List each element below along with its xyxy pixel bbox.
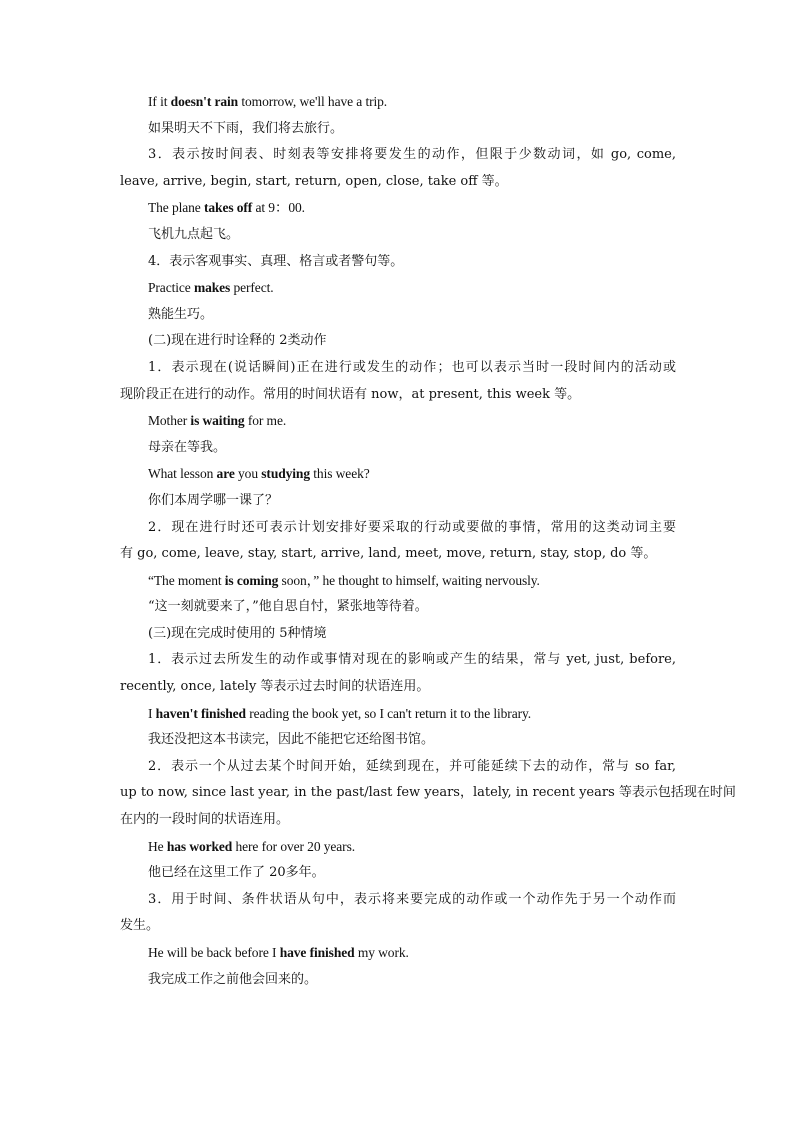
text-line <box>120 328 676 355</box>
text-span: (二)现在进行时诠释的 2类动作 <box>148 333 327 349</box>
text-line <box>120 887 676 914</box>
text-span: 有 go, come, leave, stay, start, arrive, land, meet, move, return, stay, stop, do 等。 <box>120 546 657 562</box>
highlighted-verb: takes off <box>203 200 253 216</box>
text-span: reading the book yet, so I can't return it to the library. <box>245 705 532 721</box>
text-line <box>120 488 676 515</box>
text-line <box>120 780 736 807</box>
text-span: recently, once, lately 等表示过去时间的状语连用。 <box>120 679 430 695</box>
text-span: 他已经在这里工作了 20多年。 <box>148 865 325 881</box>
text-span: 我还没把这本书读完，因此不能把它还给图书馆。 <box>148 732 435 748</box>
example-sentence <box>120 461 676 488</box>
example-sentence <box>120 568 676 595</box>
text-line <box>120 621 676 648</box>
text-line <box>120 382 676 409</box>
text-line <box>120 674 676 701</box>
text-line <box>120 222 676 249</box>
example-sentence <box>120 408 676 435</box>
text-span: 现阶段正在进行的动作。常用的时间状语有 now，at present, this week 等。 <box>120 386 581 402</box>
text-span: 母亲在等我。 <box>148 439 227 455</box>
text-span: 在内的一段时间的状语连用。 <box>120 812 290 828</box>
text-span: tomorrow, we'll have a trip. <box>238 94 388 109</box>
text-line <box>120 860 676 887</box>
highlighted-verb: are <box>216 466 235 482</box>
text-span: at 9：00. <box>252 200 305 216</box>
text-span: If it <box>148 94 171 109</box>
text-line <box>120 515 676 542</box>
text-line <box>120 594 676 621</box>
text-span: 我完成工作之前他会回来的。 <box>148 971 318 987</box>
text-span: 4．表示客观事实、真理、格言或者警句等。 <box>148 253 404 269</box>
text-span: He <box>148 838 167 854</box>
text-span: 你们本周学哪一课了？ <box>148 492 279 508</box>
text-line <box>120 913 676 940</box>
example-sentence <box>120 275 676 302</box>
example-sentence <box>120 89 676 116</box>
text-span: Mother <box>148 413 191 429</box>
text-line <box>120 807 676 834</box>
text-line <box>120 727 676 754</box>
text-line <box>120 142 676 169</box>
highlighted-verb: is coming <box>224 572 279 588</box>
text-line <box>120 302 676 329</box>
text-span: for me. <box>244 413 287 429</box>
text-span: The plane <box>148 200 204 216</box>
text-span: leave, arrive, begin, start, return, open, close, take off 等。 <box>120 173 508 189</box>
text-span: 发生。 <box>120 918 160 934</box>
text-span: up to now, since last year, in the past/last few years，lately, in recent years 等表示包括现在时间 <box>120 785 736 801</box>
highlighted-verb: is waiting <box>190 413 245 429</box>
example-sentence <box>120 834 676 861</box>
document-body <box>120 89 736 993</box>
text-span: (三)现在完成时使用的 5种情境 <box>148 625 327 641</box>
text-span: 熟能生巧。 <box>148 306 214 322</box>
example-sentence <box>120 940 676 967</box>
highlighted-verb: studying <box>261 466 310 482</box>
text-span: Practice <box>148 280 194 296</box>
text-line <box>120 249 676 276</box>
text-line <box>120 754 676 781</box>
text-span: “The moment <box>148 572 225 588</box>
text-span: What lesson <box>148 466 217 482</box>
text-span: this week? <box>310 466 370 482</box>
text-line <box>120 169 676 196</box>
text-line <box>120 116 676 143</box>
highlighted-verb: have finished <box>279 945 355 960</box>
text-line <box>120 541 676 568</box>
text-line <box>120 967 676 994</box>
highlighted-verb: haven't finished <box>155 705 246 721</box>
text-span: 2．表示一个从过去某个时间开始，延续到现在，并可能延续下去的动作，常与 so far, <box>148 758 676 774</box>
text-span: I <box>148 705 156 721</box>
highlighted-verb: doesn't rain <box>170 94 239 109</box>
highlighted-verb: has worked <box>166 838 233 854</box>
text-span: perfect. <box>230 280 274 296</box>
text-line <box>120 647 676 674</box>
text-line <box>120 355 676 382</box>
text-span: He will be back before I <box>148 945 280 960</box>
text-span: “这一刻就要来了，”他自思自忖，紧张地等待着。 <box>148 599 428 615</box>
text-span: 1．表示现在(说话瞬间)正在进行或发生的动作；也可以表示当时一段时间内的活动或 <box>148 359 676 375</box>
text-span: you <box>234 466 262 482</box>
text-span: 2．现在进行时还可表示计划安排好要采取的行动或要做的事情，常用的这类动词主要 <box>148 519 676 535</box>
text-span: 如果明天不下雨，我们将去旅行。 <box>148 120 344 136</box>
text-span: 3．用于时间、条件状语从句中，表示将来要完成的动作或一个动作先于另一个动作而 <box>148 891 676 907</box>
text-span: here for over 20 years. <box>232 838 356 854</box>
text-span: my work. <box>354 945 409 960</box>
text-span: 3．表示按时间表、时刻表等安排将要发生的动作，但限于少数动词，如 go, come, <box>148 147 676 163</box>
text-line <box>120 435 676 462</box>
example-sentence <box>120 701 676 728</box>
text-span: 飞机九点起飞。 <box>148 226 240 242</box>
text-span: soon，” he thought to himself, waiting nervously. <box>278 572 540 588</box>
highlighted-verb: makes <box>193 280 231 296</box>
text-span: 1．表示过去所发生的动作或事情对现在的影响或产生的结果，常与 yet, just, before, <box>148 652 676 668</box>
example-sentence <box>120 195 676 222</box>
